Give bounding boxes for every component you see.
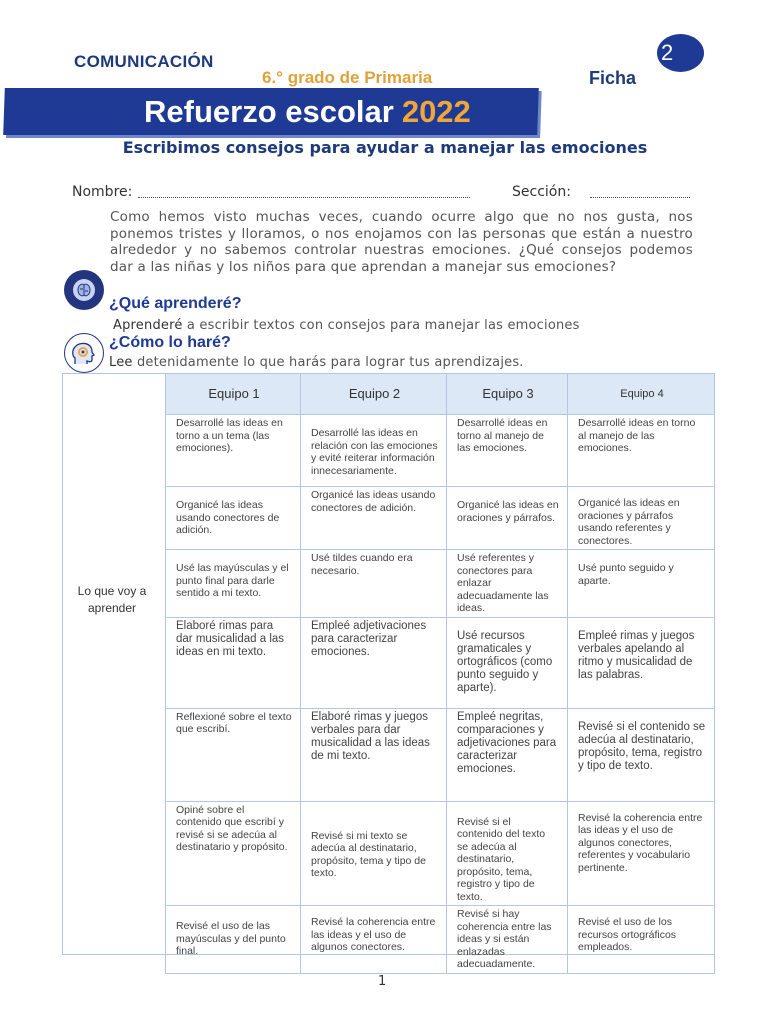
learn-text bbox=[113, 318, 580, 333]
table-cell: Opiné sobre el contenido que escribí y revisé si se adecúa al destinatario y propósito. bbox=[166, 801, 301, 906]
how-body: detenidamente lo que harás para lograr tus aprendizajes. bbox=[132, 355, 524, 370]
header-equipo-2: Equipo 2 bbox=[301, 374, 447, 415]
table-row bbox=[166, 617, 715, 708]
table-row bbox=[166, 550, 715, 618]
ficha-label: Ficha bbox=[589, 68, 637, 88]
banner-title bbox=[144, 88, 471, 135]
table-cell: Organicé las ideas usando conectores de adición. bbox=[166, 487, 301, 550]
table-cell: Revisé si hay coherencia entre las ideas y si están enlazadas adecuadamente. bbox=[447, 906, 568, 974]
table-row bbox=[166, 801, 715, 906]
ficha-number-badge: 2 bbox=[657, 34, 704, 72]
table-row bbox=[166, 708, 715, 801]
learn-lead: Aprenderé bbox=[113, 318, 183, 333]
section-field[interactable] bbox=[590, 197, 690, 198]
how-lead: Lee bbox=[109, 355, 133, 370]
table-cell: Elaboré rimas para dar musicalidad a las ideas en mi texto. bbox=[166, 617, 301, 708]
page-number: 1 bbox=[378, 974, 387, 989]
table-cell: Reflexioné sobre el texto que escribí. bbox=[166, 708, 301, 801]
table-cell: Organicé las ideas en oraciones y párrafos usando referentes y conectores. bbox=[568, 487, 715, 550]
table-cell: Revisé si el contenido se adecúa al destinatario, propósito, tema, registro y tipo de texto. bbox=[568, 708, 715, 801]
table-cell: Organicé las ideas usando conectores de adición. bbox=[301, 487, 447, 550]
header-equipo-3: Equipo 3 bbox=[447, 374, 568, 415]
table-cell: Usé punto seguido y aparte. bbox=[568, 550, 715, 618]
table-cell: Revisé el uso de los recursos ortográficos empleados. bbox=[568, 906, 715, 974]
intro-paragraph: Como hemos visto muchas veces, cuando ocurre algo que no nos gusta, nos ponemos tristes y lloramos, o nos enojamos con las personas que están a nuestro alrededor y no sabemos controlar nuestras emociones. ¿Qué consejos podemos dar a las niñas y los niños para que aprendan a manejar sus emociones? bbox=[110, 209, 693, 275]
section-label: Sección: bbox=[512, 184, 571, 200]
rubric-header-row bbox=[166, 374, 715, 415]
table-cell: Usé recursos gramaticales y ortográficos (como punto seguido y aparte). bbox=[447, 617, 568, 708]
table-cell: Usé referentes y conectores para enlazar adecuadamente las ideas. bbox=[447, 550, 568, 618]
grade-label: 6.° grado de Primaria bbox=[262, 68, 433, 87]
table-cell: Revisé si mi texto se adecúa al destinatario, propósito, tema y tipo de texto. bbox=[301, 801, 447, 906]
table-cell: Elaboré rimas y juegos verbales para dar musicalidad a las ideas de mi texto. bbox=[301, 708, 447, 801]
table-cell: Empleé adjetivaciones para caracterizar emociones. bbox=[301, 617, 447, 708]
table-cell: Desarrollé las ideas en torno a un tema (las emociones). bbox=[166, 415, 301, 487]
table-cell: Desarrollé las ideas en relación con las emociones y evité reiterar información innecesariamente. bbox=[301, 415, 447, 487]
banner-title-text: Refuerzo escolar bbox=[144, 93, 394, 129]
rubric-table bbox=[165, 373, 715, 974]
table-cell: Revisé la coherencia entre las ideas y el uso de algunos conectores. bbox=[301, 906, 447, 974]
header-equipo-4: Equipo 4 bbox=[568, 374, 715, 415]
brain-icon bbox=[64, 270, 104, 310]
table-row bbox=[166, 415, 715, 487]
table-cell: Revisé el uso de las mayúsculas y del punto final. bbox=[166, 906, 301, 974]
table-row bbox=[166, 906, 715, 974]
name-label: Nombre: bbox=[72, 184, 133, 200]
subject-label: COMUNICACIÓN bbox=[74, 52, 214, 71]
how-heading: ¿Cómo lo haré? bbox=[109, 334, 231, 351]
table-row bbox=[166, 487, 715, 550]
table-cell: Revisé la coherencia entre las ideas y el uso de algunos conectores, referentes y vocabulario pertinente. bbox=[568, 801, 715, 906]
table-cell: Empleé negritas, comparaciones y adjetivaciones para caracterizar emociones. bbox=[447, 708, 568, 801]
table-cell: Revisé si el contenido del texto se adecúa al destinatario, propósito, tema, registro y tipo de texto. bbox=[447, 801, 568, 906]
page-title: Escribimos consejos para ayudar a manejar las emociones bbox=[122, 138, 648, 157]
table-cell: Organicé las ideas en oraciones y párrafos. bbox=[447, 487, 568, 550]
how-text bbox=[109, 355, 524, 370]
rubric-row-label: Lo que voy a aprender bbox=[77, 584, 147, 615]
table-cell: Desarrollé ideas en torno al manejo de las emociones. bbox=[568, 415, 715, 487]
banner-year: 2022 bbox=[401, 93, 471, 129]
table-cell: Desarrollé ideas en torno al manejo de las emociones. bbox=[447, 415, 568, 487]
table-cell: Empleé rimas y juegos verbales apelando al ritmo y musicalidad de las palabras. bbox=[568, 617, 715, 708]
name-field[interactable] bbox=[138, 197, 470, 198]
table-cell: Usé las mayúsculas y el punto final para darle sentido a mi texto. bbox=[166, 550, 301, 618]
learn-heading: ¿Qué aprenderé? bbox=[109, 295, 242, 312]
table-cell: Usé tildes cuando era necesario. bbox=[301, 550, 447, 618]
learn-body: a escribir textos con consejos para manejar las emociones bbox=[182, 318, 580, 333]
header-equipo-1: Equipo 1 bbox=[166, 374, 301, 415]
head-gear-icon bbox=[64, 333, 104, 373]
